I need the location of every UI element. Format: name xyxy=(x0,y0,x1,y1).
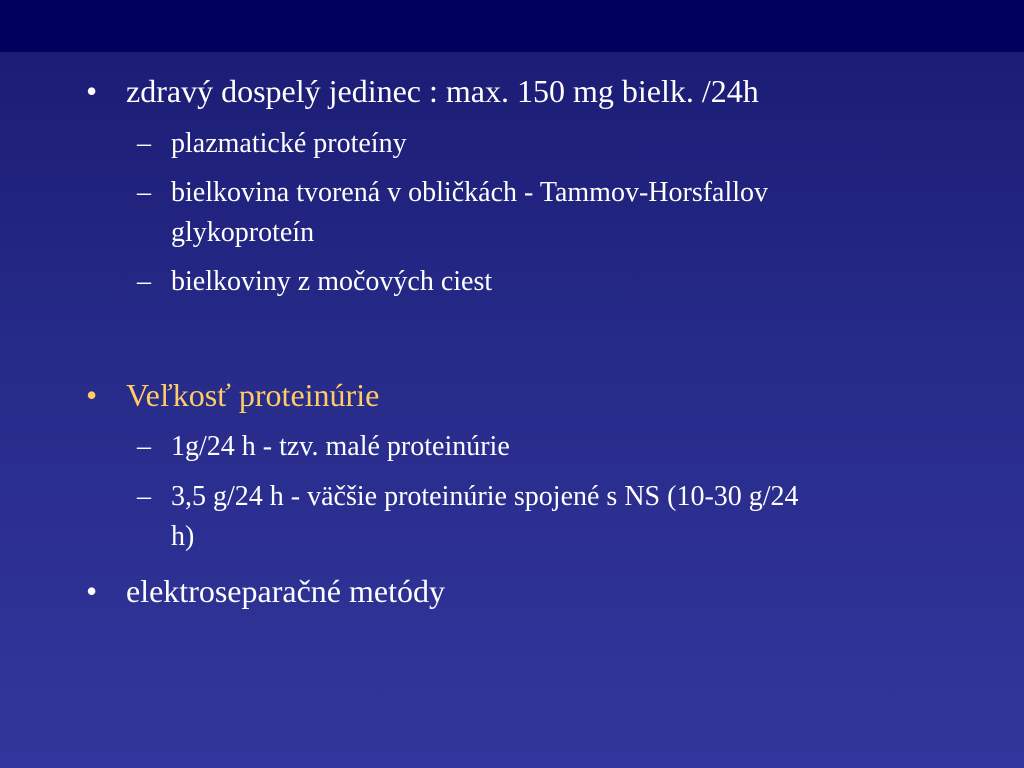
bullet-text-highlighted: Veľkosť proteinúrie xyxy=(126,377,380,413)
sub-bullet-marker: – xyxy=(137,128,151,159)
sub-bullet-marker: – xyxy=(137,481,151,512)
sub-bullet-marker: – xyxy=(137,177,151,208)
sub-bullet-marker: – xyxy=(137,431,151,462)
sub-bullet-text-line2: glykoproteín xyxy=(171,217,315,248)
sub-bullet-text: 1g/24 h - tzv. malé proteinúrie xyxy=(171,431,510,462)
sub-bullet-text: bielkoviny z močových ciest xyxy=(171,266,493,297)
sub-bullet-text-line2: h) xyxy=(171,521,195,552)
sub-bullet-text-line1: bielkovina tvorená v obličkách - Tammov-Horsfallov xyxy=(171,177,769,208)
bullet-marker: • xyxy=(86,573,98,609)
bullet-marker: • xyxy=(86,73,98,109)
sub-bullet-text-line1: 3,5 g/24 h - väčšie proteinúrie spojené s NS (10-30 g/24 xyxy=(171,481,799,512)
sub-bullet-text: plazmatické proteíny xyxy=(171,128,407,159)
bullet-marker: • xyxy=(86,377,98,413)
bullet-text: zdravý dospelý jedinec : max. 150 mg bielk. /24h xyxy=(126,73,759,109)
bullet-text: elektroseparačné metódy xyxy=(126,573,445,609)
sub-bullet-marker: – xyxy=(137,266,151,297)
